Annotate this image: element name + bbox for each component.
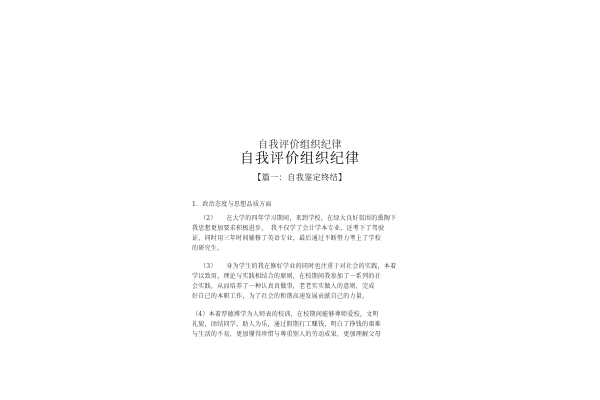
paragraph-line: 1．政治态度与思想品质方面 — [192, 201, 272, 208]
paragraph-study — [192, 214, 412, 254]
paragraph-line: （4）本着厚德博学为人师表的校训，在校期间能够尊师爱校，文明 — [192, 311, 379, 318]
paragraph-line: 好自己的本职工作，为了社会的和谐高速发展贡献自己的力量。 — [192, 293, 369, 300]
document-subtitle: 自我评价组织纪律 — [258, 140, 342, 151]
paragraph-line: 与生活的不易，更加懂得珍惜与尊重别人的劳动成果，更加理解父母 — [192, 331, 382, 338]
document-title: 自我评价组织纪律 — [240, 151, 360, 167]
paragraph-line: 礼貌，团结同学，助人为乐，通过假期打工赚钱，明白了挣钱的艰难 — [192, 321, 382, 328]
paragraph-line: 的研究生。 — [192, 245, 224, 252]
paragraph-line: 证，同时用三年时间辅修了英语专业，最后通过不断努力考上了学校 — [192, 235, 382, 242]
section-heading: 【篇一：自我鉴定终结】 — [253, 173, 347, 182]
paragraph-line: （3） 身为学生的我在修好学业的同时也注重于对社会的实践，本着 — [200, 263, 397, 270]
paragraph-social-practice — [192, 262, 412, 302]
paragraph-line: 会实践，从而培养了一种认真真做事，老老实实做人的意则，完成 — [192, 283, 375, 290]
paragraph-line: 学以致用，理论与实践相结合的原则，在校期间我参加了一系列的社 — [192, 273, 382, 280]
paragraph-school-motto — [192, 310, 412, 340]
paragraph-political-attitude — [192, 200, 412, 210]
paragraph-line: （2） 在大学的四年学习期间，来到学校，在绿大良好氛围的熏陶下 — [200, 215, 397, 222]
paragraph-line: 我思想更加要求积极进步， 我不仅学了会计学本专业，还考下了驾驶 — [192, 225, 385, 232]
